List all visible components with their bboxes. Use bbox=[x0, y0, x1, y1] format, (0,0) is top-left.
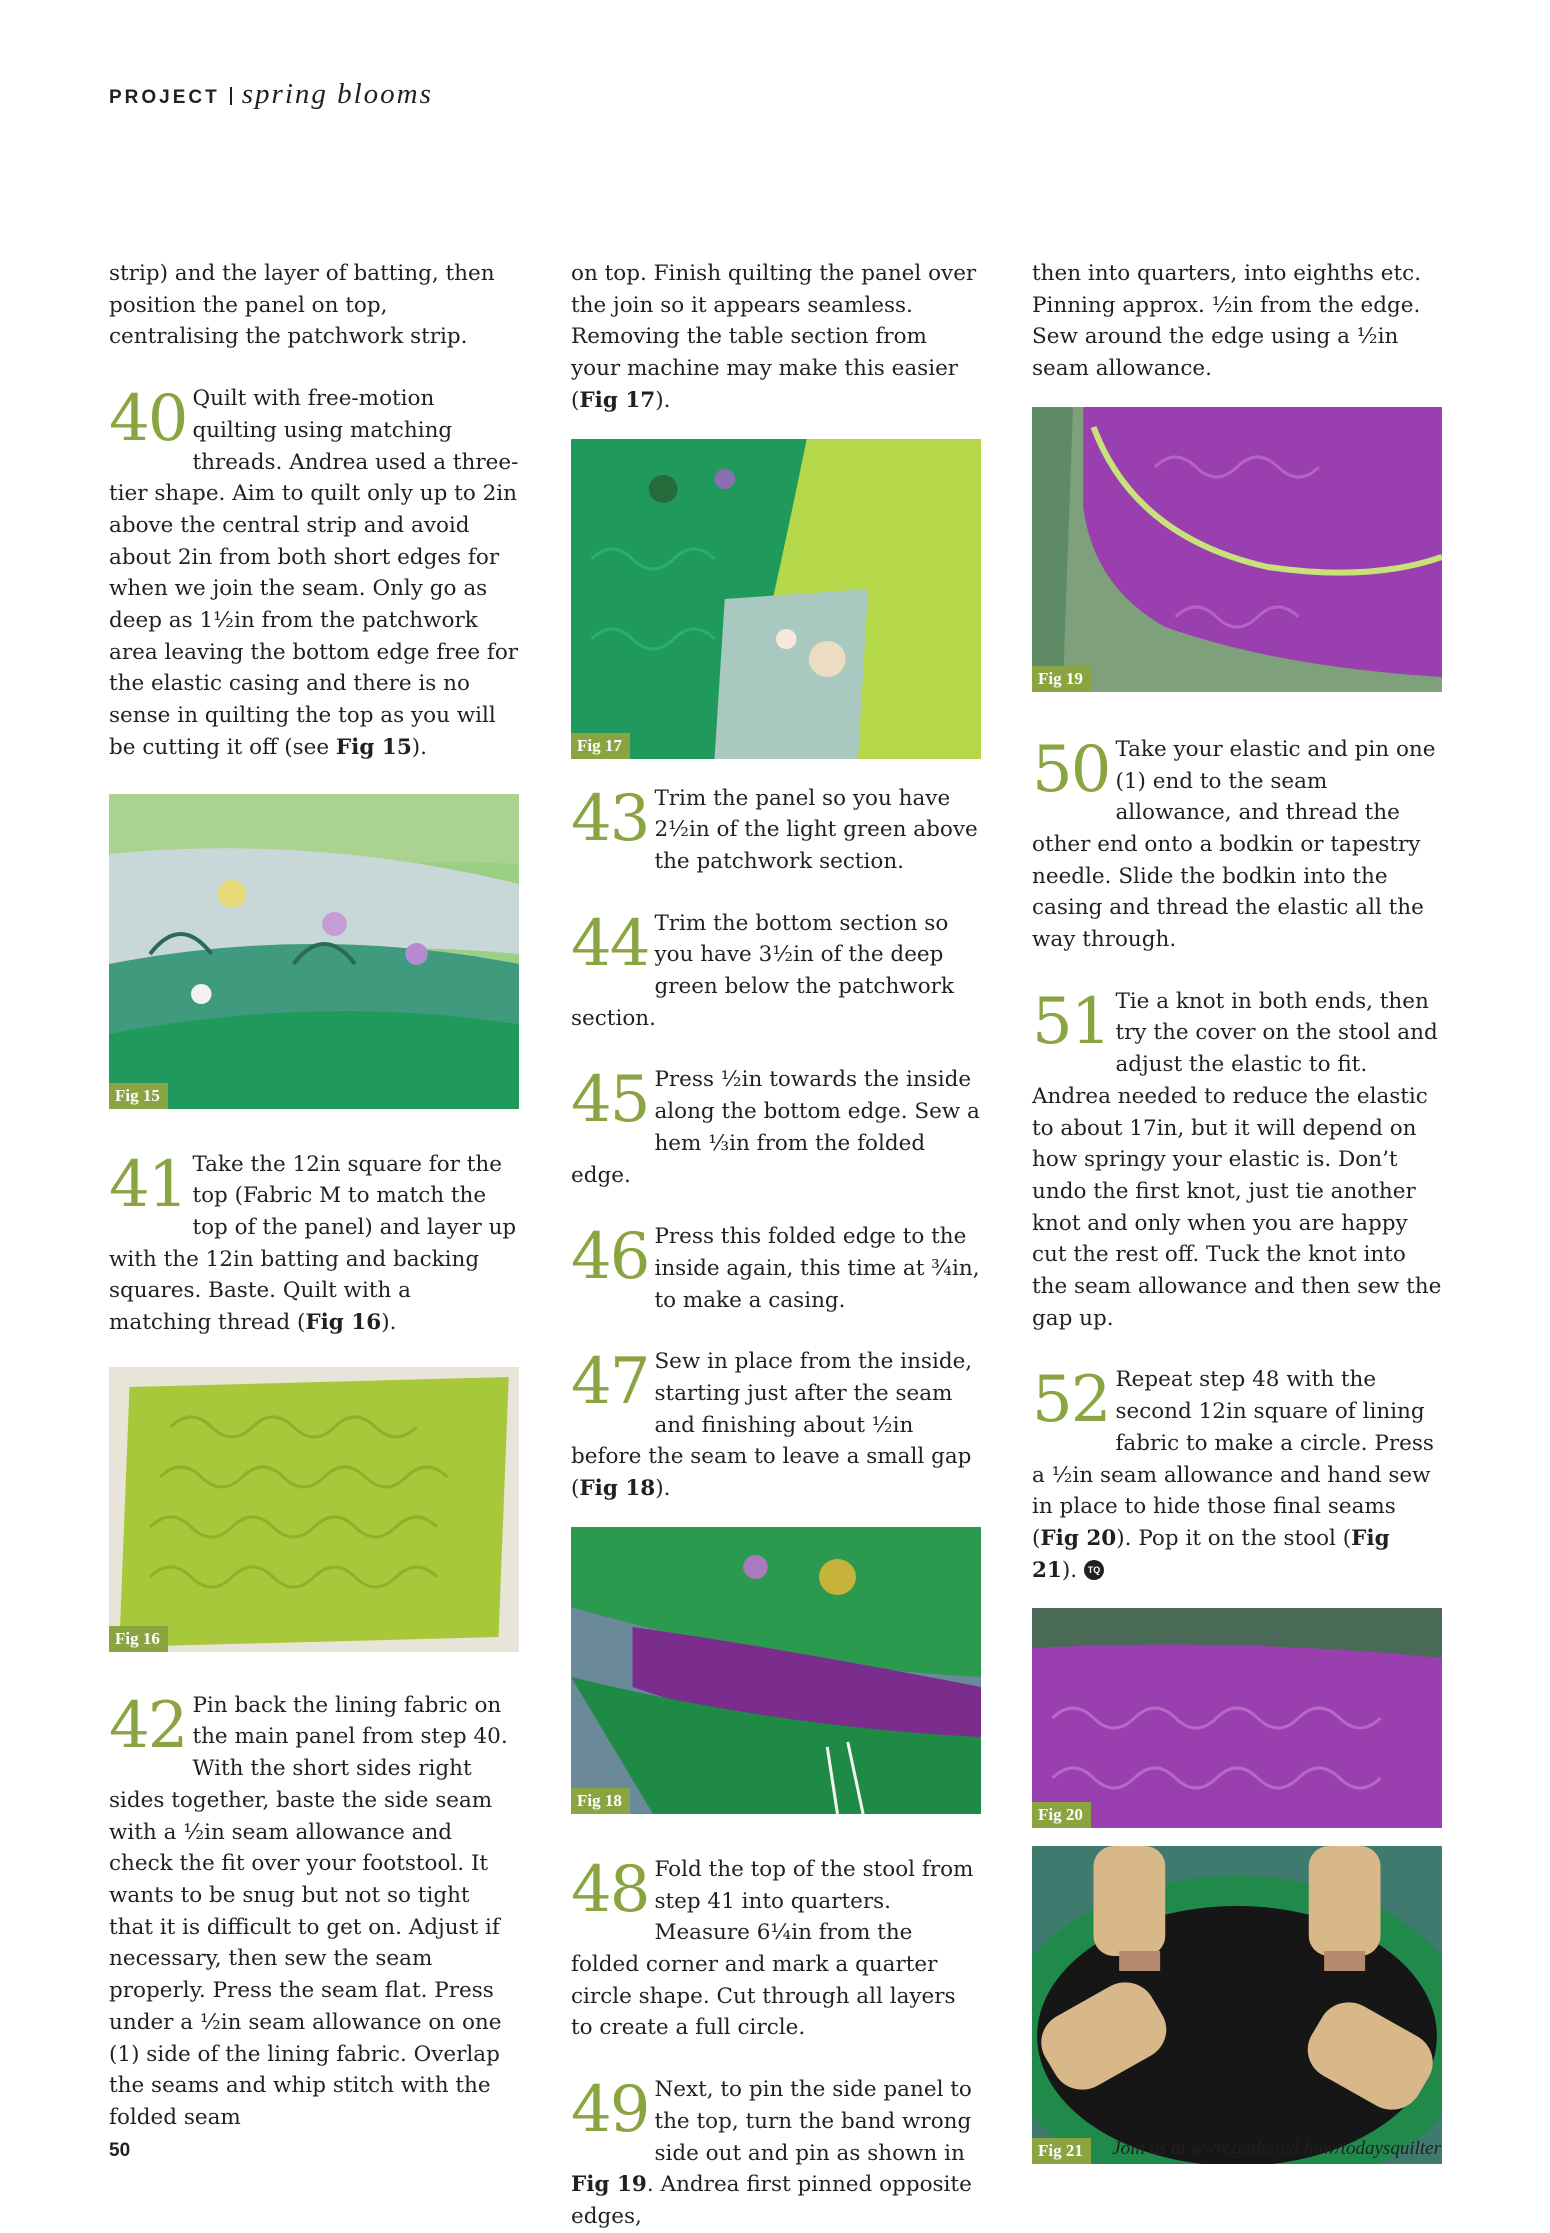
step-text-end: ). bbox=[1061, 1557, 1078, 1583]
column-2 bbox=[571, 258, 981, 2233]
step-text: Trim the bottom section so you have 3½in of the deep green below the patchwork section. bbox=[571, 910, 954, 1031]
step-43 bbox=[571, 783, 981, 878]
step-text: Take the 12in square for the top (Fabric M to match the top of the panel) and layer up with the 12in batting and backing squares. Baste. Quilt with a matching thread ( bbox=[109, 1151, 517, 1336]
col1-intro: strip) and the layer of batting, then position the panel on top, centralising the patchwork strip. bbox=[109, 261, 495, 350]
fig-ref: Fig 19 bbox=[571, 2172, 647, 2198]
photo-fig-15 bbox=[109, 794, 519, 1109]
column-3 bbox=[1032, 258, 1442, 2164]
intro-end: ). bbox=[655, 387, 671, 413]
section-label: PROJECT bbox=[109, 87, 220, 108]
pinned-cover-image bbox=[1032, 407, 1442, 692]
step-number: 51 bbox=[1032, 984, 1110, 1059]
step-number: 42 bbox=[109, 1688, 187, 1763]
step-number: 46 bbox=[571, 1220, 649, 1295]
photo-fig-21 bbox=[1032, 1846, 1442, 2164]
figure-caption: Fig 16 bbox=[109, 1626, 168, 1652]
photo-fig-19 bbox=[1032, 407, 1442, 692]
step-41 bbox=[109, 1149, 519, 1339]
step-number: 41 bbox=[109, 1147, 187, 1222]
step-number: 48 bbox=[571, 1852, 649, 1927]
step-text: Take your elastic and pin one (1) end to the seam allowance, and thread the other end onto a bodkin or tapestry needle. Slide the bodkin into the casing and thread the elastic all the way through. bbox=[1032, 736, 1436, 953]
step-45 bbox=[571, 1064, 981, 1191]
fig-ref: Fig 18 bbox=[579, 1476, 656, 1502]
quilting-join-image bbox=[571, 439, 981, 759]
step-44 bbox=[571, 908, 981, 1035]
step-51 bbox=[1032, 986, 1442, 1335]
step-text: Next, to pin the side panel to the top, turn the band wrong side out and pin as shown in bbox=[654, 2077, 972, 2166]
photo-fig-17 bbox=[571, 439, 981, 759]
step-text-end: . Andrea first pinned opposite edges, bbox=[571, 2172, 972, 2229]
photo-fig-18 bbox=[571, 1527, 981, 1814]
fig-ref: Fig 21 bbox=[1032, 1525, 1390, 1583]
step-number: 43 bbox=[571, 781, 649, 856]
fig-ref: Fig 15 bbox=[335, 734, 412, 760]
step-text: Trim the panel so you have 2½in of the light green above the patchwork section. bbox=[654, 785, 978, 874]
stool-underside-image bbox=[1032, 1846, 1442, 2164]
step-number: 40 bbox=[109, 382, 187, 457]
photo-fig-16 bbox=[109, 1367, 519, 1652]
lining-seam-image bbox=[1032, 1608, 1442, 1828]
step-number: 47 bbox=[571, 1345, 649, 1420]
quilted-square-image bbox=[109, 1367, 519, 1652]
step-text: Pin back the lining fabric on the main panel from step 40. With the short sides right sides together, baste the side seam with a ½in seam allowance and check the fit over your footstool. It wants to be snug but not so tight that it is difficult to get on. Adjust if necessary, then sew the seam properly. Press the seam flat. Press under a ½in seam allowance on one (1) side of the lining fabric. Overlap the seams and whip stitch with the folded seam bbox=[109, 1692, 508, 2130]
step-47 bbox=[571, 1346, 981, 1505]
figure-caption: Fig 19 bbox=[1032, 666, 1091, 692]
step-46 bbox=[571, 1221, 981, 1316]
step-text-end: ). bbox=[411, 734, 428, 760]
step-number: 45 bbox=[571, 1063, 649, 1138]
step-number: 49 bbox=[571, 2073, 649, 2148]
step-text: Quilt with free-motion quilting using matching threads. Andrea used a three-tier shape. Aim to quilt only up to 2in above the central strip and avoid about 2in from both short edges for when we join the seam. Only go as deep as 1½in from the patchwork area leaving the bottom edge free for the elastic casing and there is no sense in quilting the top as you will be cutting it off (see bbox=[109, 386, 519, 760]
casing-image bbox=[571, 1527, 981, 1814]
step-number: 50 bbox=[1032, 732, 1110, 807]
figure-caption: Fig 17 bbox=[571, 733, 630, 759]
intro-text: on top. Finish quilting the panel over the join so it appears seamless. Removing the table section from your machine may make this easier ( bbox=[571, 261, 977, 413]
page-header bbox=[109, 78, 433, 111]
end-mark-icon: TQ bbox=[1084, 1560, 1104, 1580]
figure-caption: Fig 15 bbox=[109, 1083, 168, 1109]
col3-intro: then into quarters, into eighths etc. Pinning approx. ½in from the edge. Sew around the edge using a ½in seam allowance. bbox=[1032, 261, 1422, 382]
column-1 bbox=[109, 258, 519, 2134]
step-50 bbox=[1032, 734, 1442, 956]
step-text: Press ½in towards the inside along the bottom edge. Sew a hem ⅓in from the folded edge. bbox=[571, 1067, 980, 1188]
step-52 bbox=[1032, 1364, 1442, 1586]
col2-intro bbox=[571, 258, 981, 417]
step-number: 44 bbox=[571, 906, 649, 981]
step-text: Press this folded edge to the inside again, this time at ¾in, to make a casing. bbox=[654, 1224, 980, 1313]
step-40 bbox=[109, 383, 519, 763]
project-title: spring blooms bbox=[241, 78, 433, 110]
fig-ref: Fig 17 bbox=[579, 387, 656, 413]
figure-caption: Fig 20 bbox=[1032, 1802, 1091, 1828]
step-text: Repeat step 48 with the second 12in square of lining fabric to make a circle. Press a ½in seam allowance and hand sew in place to hide those final seams ( bbox=[1032, 1367, 1434, 1551]
quilt-panel-image bbox=[109, 794, 519, 1109]
step-text-end: ). bbox=[655, 1476, 671, 1502]
footer-link[interactable]: Join us at www.gathered.how/todaysquilter bbox=[1112, 2138, 1441, 2159]
step-text: Sew in place from the inside, starting just after the seam and finishing about ½in before the seam to leave a small gap ( bbox=[571, 1349, 973, 1502]
figure-caption: Fig 21 bbox=[1032, 2138, 1091, 2164]
step-49 bbox=[571, 2074, 981, 2233]
figure-caption: Fig 18 bbox=[571, 1788, 630, 1814]
fig-ref: Fig 20 bbox=[1040, 1525, 1117, 1551]
page-number: 50 bbox=[109, 2140, 131, 2161]
step-text-mid: ). Pop it on the stool ( bbox=[1116, 1525, 1352, 1551]
header-divider bbox=[230, 87, 232, 105]
step-48 bbox=[571, 1854, 981, 2044]
step-text: Fold the top of the stool from step 41 into quarters. Measure 6¼in from the folded corner and mark a quarter circle shape. Cut through all layers to create a full circle. bbox=[571, 1856, 974, 2041]
step-number: 52 bbox=[1032, 1363, 1110, 1438]
fig-ref: Fig 16 bbox=[305, 1310, 382, 1336]
photo-fig-20 bbox=[1032, 1608, 1442, 1828]
step-text: Tie a knot in both ends, then try the cover on the stool and adjust the elastic to fit. Andrea needed to reduce the elastic to about 17in, but it will depend on how springy your elastic is. Don’t undo the first knot, just tie another knot and only when you are happy cut the rest off. Tuck the knot into the seam allowance and then sew the gap up. bbox=[1032, 988, 1442, 1331]
step-42 bbox=[109, 1690, 519, 2134]
step-text-end: ). bbox=[381, 1310, 397, 1336]
